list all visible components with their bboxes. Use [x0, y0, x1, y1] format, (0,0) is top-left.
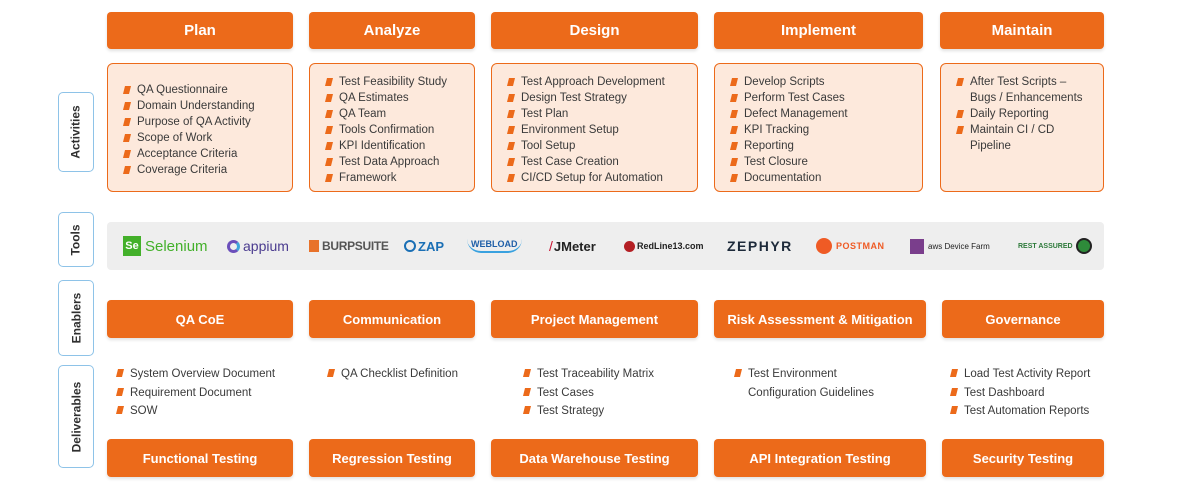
list-item: Framework — [324, 170, 468, 186]
list-item: Scope of Work — [122, 130, 286, 146]
list-item: QA Team — [324, 106, 468, 122]
list-item: KPI Identification — [324, 138, 468, 154]
webload-logo: WEBLOAD — [467, 236, 522, 256]
list-item: QA Questionnaire — [122, 82, 286, 98]
appium-icon — [227, 240, 240, 253]
aws-device-farm-logo: aws Device Farm — [910, 236, 990, 256]
list-item: Daily Reporting — [955, 106, 1097, 122]
aws-cube-icon — [910, 239, 924, 254]
redline-icon — [624, 241, 635, 252]
list-item: Test Case Creation — [506, 154, 691, 170]
list-item: Load Test Activity Report — [949, 365, 1090, 384]
testing-functional: Functional Testing — [107, 439, 293, 477]
globe-icon — [1076, 238, 1092, 254]
testing-security: Security Testing — [942, 439, 1104, 477]
list-item: Tools Confirmation — [324, 122, 468, 138]
zap-icon — [404, 240, 416, 252]
testing-data-warehouse: Data Warehouse Testing — [491, 439, 698, 477]
list-item: Test Plan — [506, 106, 691, 122]
list-item: SOW — [115, 402, 275, 421]
phase-header-implement: Implement — [714, 12, 923, 49]
deliverables-maintain — [949, 365, 1090, 421]
enabler-qa-coe: QA CoE — [107, 300, 293, 338]
redline-logo: RedLine13.com — [624, 236, 704, 256]
list-item: Purpose of QA Activity — [122, 114, 286, 130]
list-item: Tool Setup — [506, 138, 691, 154]
activities-maintain — [940, 63, 1104, 192]
deliverables-analyze — [326, 365, 458, 384]
list-item: After Test Scripts – — [955, 74, 1097, 90]
side-label-tools: Tools — [58, 212, 94, 267]
list-item: Test Data Approach — [324, 154, 468, 170]
list-item: KPI Tracking — [729, 122, 916, 138]
list-item: Defect Management — [729, 106, 916, 122]
list-item-continuation: Bugs / Enhancements — [970, 92, 1083, 104]
list-item: Domain Understanding — [122, 98, 286, 114]
list-item: Design Test Strategy — [506, 90, 691, 106]
burpsuite-logo: BURPSUITE — [309, 236, 389, 256]
list-item-continuation: Configuration Guidelines — [748, 386, 874, 399]
deliverables-design — [522, 365, 654, 421]
feather-icon: / — [549, 238, 553, 254]
enabler-communication: Communication — [309, 300, 475, 338]
activities-implement — [714, 63, 923, 192]
list-item: Environment Setup — [506, 122, 691, 138]
list-item: Test Cases — [522, 384, 654, 403]
enabler-project-management: Project Management — [491, 300, 698, 338]
zephyr-logo: ZEPHYR — [727, 238, 793, 254]
testing-api-integration: API Integration Testing — [714, 439, 926, 477]
list-item: Acceptance Criteria — [122, 146, 286, 162]
selenium-logo: Se Selenium — [123, 236, 208, 256]
rest-assured-logo: REST ASSURED — [1018, 236, 1092, 256]
phase-header-analyze: Analyze — [309, 12, 475, 49]
enabler-risk-assessment: Risk Assessment & Mitigation — [714, 300, 926, 338]
phase-header-maintain: Maintain — [940, 12, 1104, 49]
enabler-governance: Governance — [942, 300, 1104, 338]
list-item: CI/CD Setup for Automation — [506, 170, 691, 186]
list-item: Reporting — [729, 138, 916, 154]
side-label-deliverables: Deliverables — [58, 365, 94, 468]
side-label-enablers: Enablers — [58, 280, 94, 356]
list-item: QA Checklist Definition — [326, 365, 458, 384]
appium-logo: appium — [227, 236, 289, 256]
activities-design — [491, 63, 698, 192]
deliverables-plan — [115, 365, 275, 421]
list-item: Test Feasibility Study — [324, 74, 468, 90]
list-item: Test Strategy — [522, 402, 654, 421]
list-item: Test Dashboard — [949, 384, 1090, 403]
zap-logo: ZAP — [404, 236, 444, 256]
list-item: Requirement Document — [115, 384, 275, 403]
deliverables-implement — [733, 365, 874, 402]
postman-logo: POSTMAN — [816, 236, 885, 256]
testing-regression: Regression Testing — [309, 439, 475, 477]
list-item: Test Traceability Matrix — [522, 365, 654, 384]
list-item: QA Estimates — [324, 90, 468, 106]
list-item: System Overview Document — [115, 365, 275, 384]
list-item: Test Approach Development — [506, 74, 691, 90]
jmeter-logo: / JMeter — [549, 238, 596, 254]
phase-header-plan: Plan — [107, 12, 293, 49]
selenium-icon: Se — [123, 236, 141, 256]
list-item: Develop Scripts — [729, 74, 916, 90]
list-item-continuation: Pipeline — [970, 140, 1011, 152]
side-label-activities: Activities — [58, 92, 94, 172]
tools-strip — [107, 222, 1104, 270]
list-item: Coverage Criteria — [122, 162, 286, 178]
list-item: Test Closure — [729, 154, 916, 170]
activities-analyze — [309, 63, 475, 192]
list-item: Maintain CI / CD — [955, 122, 1097, 138]
list-item: Test Automation Reports — [949, 402, 1090, 421]
activities-plan — [107, 63, 293, 192]
phase-header-design: Design — [491, 12, 698, 49]
postman-icon — [816, 238, 832, 254]
burpsuite-icon — [309, 240, 319, 252]
list-item: Documentation — [729, 170, 916, 186]
list-item: Perform Test Cases — [729, 90, 916, 106]
list-item: Test Environment — [733, 365, 874, 384]
